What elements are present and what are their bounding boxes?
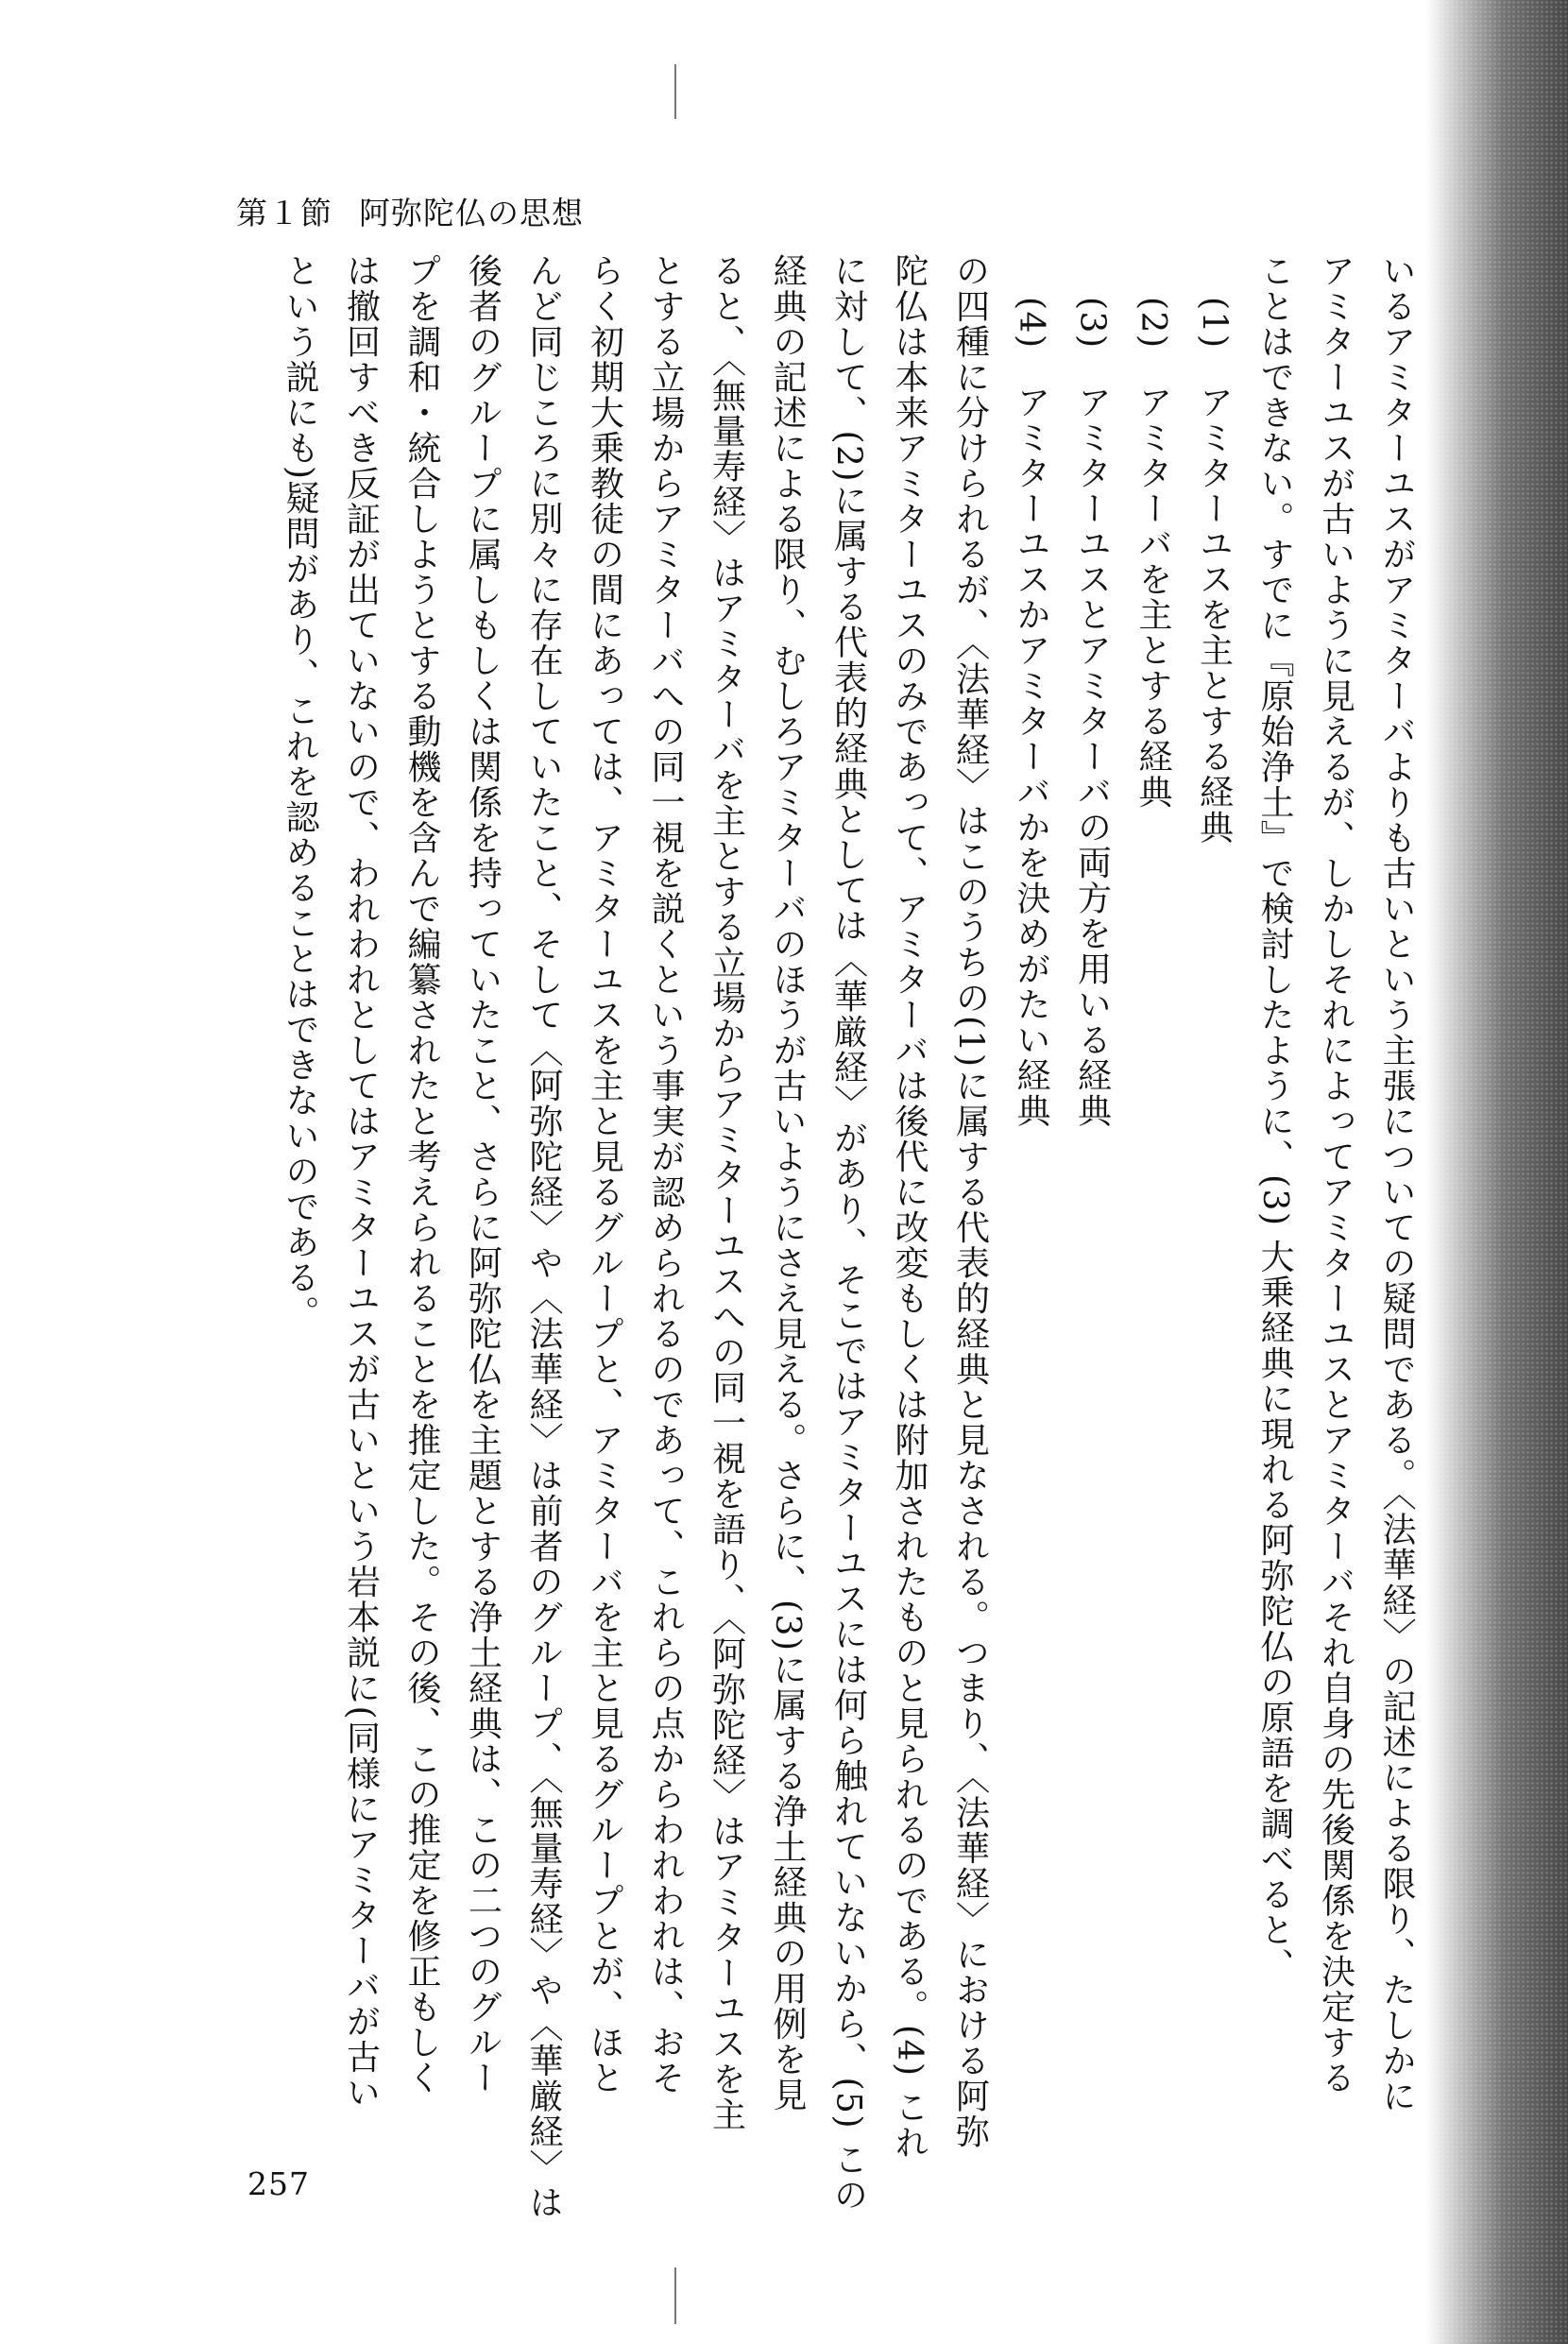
text-column: 後者のグループに属しもしくは関係を持っていたこと、さらに阿弥陀仏を主題とする浄土経典は、この二つのグルー bbox=[463, 253, 503, 2096]
text-column: という説にも)疑問があり、これを認めることはできないのである。 bbox=[281, 253, 319, 1331]
list-item: (4) アミターユスかアミターバかを決めがたい経典 bbox=[1012, 297, 1050, 1129]
list-item: (3) アミターユスとアミターバの両方を用いる経典 bbox=[1072, 297, 1112, 1129]
fold-mark-top bbox=[674, 64, 676, 119]
list-item: (2) アミターバを主とする経典 bbox=[1133, 297, 1172, 810]
text-column: ると、〈無量寿経〉はアミターバを主とする立場からアミターユスへの同一視を語り、〈阿弥陀経〉はアミターユスを主 bbox=[707, 253, 746, 2132]
text-column: は撤回すべき反証が出ていないので、われわれとしてはアミターユスが古いという岩本説に(同様にアミターバが古い bbox=[341, 253, 381, 2111]
text-column: とする立場からアミターバへの同一視を説くという事実が認められるのであって、これらの点からわれわれは、おそ bbox=[646, 253, 685, 2096]
text-column: に対して、(2)に属する代表的経典としては〈華厳経〉があり、そこではアミターユスには何ら触れていないから、(5) この bbox=[828, 253, 868, 2213]
text-column: アミターユスが古いように見えるが、しかしそれによってアミターユスとアミターバそれ自身の先後関係を決定する bbox=[1316, 253, 1355, 2096]
fold-mark-bottom bbox=[674, 2267, 676, 2324]
text-column: の四種に分けられるが、〈法華経〉はこのうちの(1)に属する代表的経典と見なされる。つまり、〈法華経〉における阿弥 bbox=[950, 253, 990, 2149]
section-number: 第１節 bbox=[236, 195, 332, 231]
text-column: らく初期大乗教徒の間にあっては、アミターユスを主と見るグループと、アミターバを主と見るグループとが、ほと bbox=[585, 253, 624, 2096]
scan-edge-noise bbox=[1426, 0, 1568, 2344]
list-item: (1) アミターユスを主とする経典 bbox=[1194, 297, 1234, 846]
running-header bbox=[236, 189, 584, 233]
text-column: 陀仏は本来アミターユスのみであって、アミターバは後代に改変もしくは附加されたものと見られるのである。(4) これ bbox=[890, 253, 929, 2161]
text-column: 経典の記述による限り、むしろアミターバのほうが古いようにさえ見える。さらに、(3)に属する浄土経典の用例を見 bbox=[768, 253, 807, 2113]
text-column: んど同じころに別々に存在していたこと、そして〈阿弥陀経〉や〈法華経〉は前者のグループ、〈無量寿経〉や〈華厳経〉は bbox=[524, 253, 563, 2220]
text-column: いるアミターユスがアミターバよりも古いという主張についての疑問である。〈法華経〉の記述による限り、たしかに bbox=[1377, 253, 1416, 2114]
text-column: プを調和・統合しようとする動機を含んで編纂されたと考えられることを推定した。その後、この推定を修正もしく bbox=[402, 253, 441, 2096]
section-title: 阿弥陀仏の思想 bbox=[359, 195, 584, 231]
page-number: 257 bbox=[247, 2165, 310, 2202]
text-column: ことはできない。すでに『原始浄土』で検討したように、(3) 大乗経典に現れる阿弥陀仏の原語を調べると、 bbox=[1255, 253, 1294, 1983]
